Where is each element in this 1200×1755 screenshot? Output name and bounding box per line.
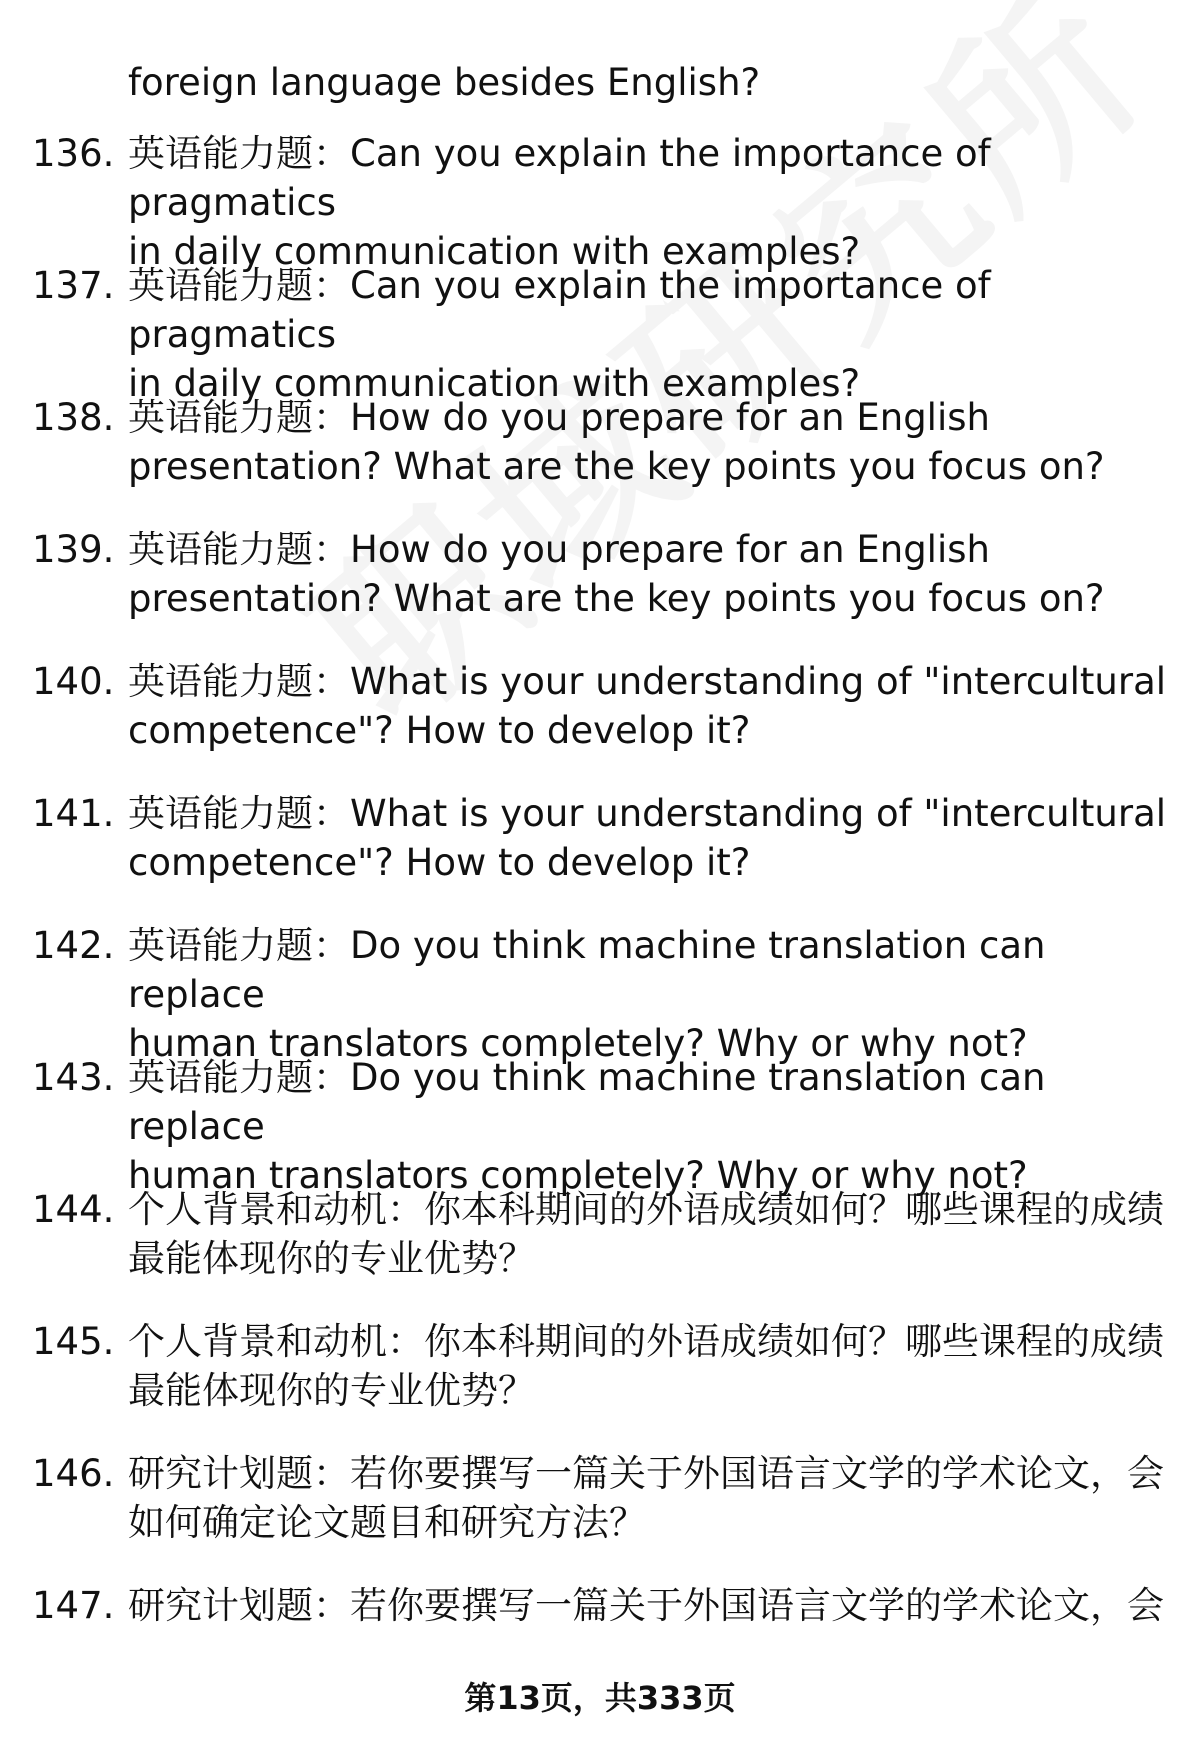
question-text: 英语能力题：What is your understanding of "intercultural competence"? How to develop it?: [128, 660, 1167, 752]
question-text: 个人背景和动机：你本科期间的外语成绩如何？哪些课程的成绩 最能体现你的专业优势？: [128, 1320, 1164, 1412]
question-text: 研究计划题：若你要撰写一篇关于外国语言文学的学术论文，会 如何确定论文题目和研究方法？: [128, 1452, 1164, 1544]
question-item: [32, 525, 1172, 623]
question-number: 145.: [32, 1320, 115, 1363]
question-number: 141.: [32, 792, 115, 835]
question-item: [32, 129, 1172, 276]
question-item: [32, 789, 1172, 887]
question-item: [32, 1449, 1172, 1547]
question-text: 英语能力题：Can you explain the importance of pragmatics in daily communication with examples?: [128, 132, 991, 273]
question-text: 英语能力题：Do you think machine translation can replace human translators completely? Why or why not?: [128, 924, 1046, 1065]
question-number: 143.: [32, 1056, 115, 1099]
question-number: 147.: [32, 1584, 115, 1627]
question-item: [32, 1053, 1172, 1200]
question-number: 146.: [32, 1452, 115, 1495]
question-text: 个人背景和动机：你本科期间的外语成绩如何？哪些课程的成绩 最能体现你的专业优势？: [128, 1188, 1164, 1280]
question-text: 英语能力题：Do you think machine translation can replace human translators completely? Why or why not?: [128, 1056, 1046, 1197]
question-number: 139.: [32, 528, 115, 571]
continuation-text: foreign language besides English?: [128, 61, 761, 104]
question-text: 英语能力题：Can you explain the importance of pragmatics in daily communication with examples?: [128, 264, 991, 405]
question-item: [32, 393, 1172, 491]
question-number: 138.: [32, 396, 115, 439]
question-number: 144.: [32, 1188, 115, 1231]
question-item: [32, 657, 1172, 755]
question-number: 136.: [32, 132, 115, 175]
question-text: 英语能力题：How do you prepare for an English presentation? What are the key points you focus on?: [128, 528, 1105, 620]
question-item: [32, 1317, 1172, 1415]
question-text: 英语能力题：What is your understanding of "intercultural competence"? How to develop it?: [128, 792, 1167, 884]
question-text: 研究计划题：若你要撰写一篇关于外国语言文学的学术论文，会: [128, 1584, 1164, 1627]
question-number: 137.: [32, 264, 115, 307]
question-number: 142.: [32, 924, 115, 967]
question-item: [32, 1581, 1172, 1630]
page-footer: 第13页，共333页: [464, 1679, 736, 1717]
question-item: [32, 1185, 1172, 1283]
question-item: [32, 921, 1172, 1068]
question-item: [32, 261, 1172, 408]
question-text: 英语能力题：How do you prepare for an English presentation? What are the key points you focus on?: [128, 396, 1105, 488]
question-number: 140.: [32, 660, 115, 703]
